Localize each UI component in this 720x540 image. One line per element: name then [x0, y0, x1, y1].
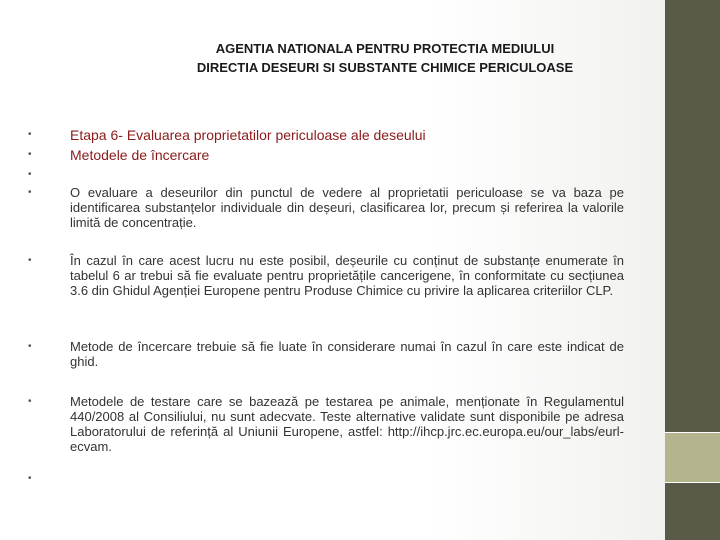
- list-item-text: Metode de încercare trebuie să fie luate în considerare numai în cazul în care este indicat de ghid.: [70, 339, 624, 369]
- list-item-heading: Etapa 6- Evaluarea proprietatilor periculoase ale deseului: [70, 127, 426, 143]
- decorative-sidebar: [665, 0, 720, 540]
- bullet-icon: •: [28, 341, 32, 352]
- header-title-line1: AGENTIA NATIONALA PENTRU PROTECTIA MEDIULUI: [215, 41, 555, 56]
- header-title-line2: DIRECTIA DESEURI SI SUBSTANTE CHIMICE PERICULOASE: [196, 60, 574, 75]
- bullet-icon: •: [28, 473, 32, 484]
- bullet-icon: •: [28, 169, 32, 180]
- bullet-icon: •: [28, 255, 32, 266]
- list-item-text: O evaluare a deseurilor din punctul de vedere al proprietatii periculoase se va baza pe identificarea substanțelor individuale din deșeuri, clasificarea lor, precum și referirea la valorile limită de concentrație.: [70, 185, 624, 230]
- sidebar-block-bottom: [665, 482, 720, 540]
- sidebar-block-accent: [665, 432, 720, 482]
- bullet-icon: •: [28, 129, 32, 140]
- list-item-text: În cazul în care acest lucru nu este posibil, deșeurile cu conținut de substanțe enumerate în tabelul 6 ar trebui să fie evaluate pentru proprietățile cancerigene, în conformitate cu secțiunea 3.6 din Ghidul Agenției Europene pentru Produse Chimice cu privire la aplicarea criteriilor CLP.: [70, 253, 624, 298]
- page-header: [60, 39, 710, 77]
- list-item-heading: Metodele de încercare: [70, 147, 210, 163]
- bullet-icon: •: [28, 149, 32, 160]
- sidebar-divider: [665, 432, 720, 433]
- list-item-text: Metodele de testare care se bazează pe testarea pe animale, menționate în Regulamentul 440/2008 al Consiliului, nu sunt adecvate. Teste alternative validate sunt disponibile pe adresa Laboratorului de referință al Uniunii Europene, astfel: http://ihcp.jrc.ec.europa.eu/our_labs/eurl-ecvam.: [70, 394, 624, 454]
- sidebar-divider: [665, 482, 720, 483]
- bullet-icon: •: [28, 187, 32, 198]
- bullet-icon: •: [28, 396, 32, 407]
